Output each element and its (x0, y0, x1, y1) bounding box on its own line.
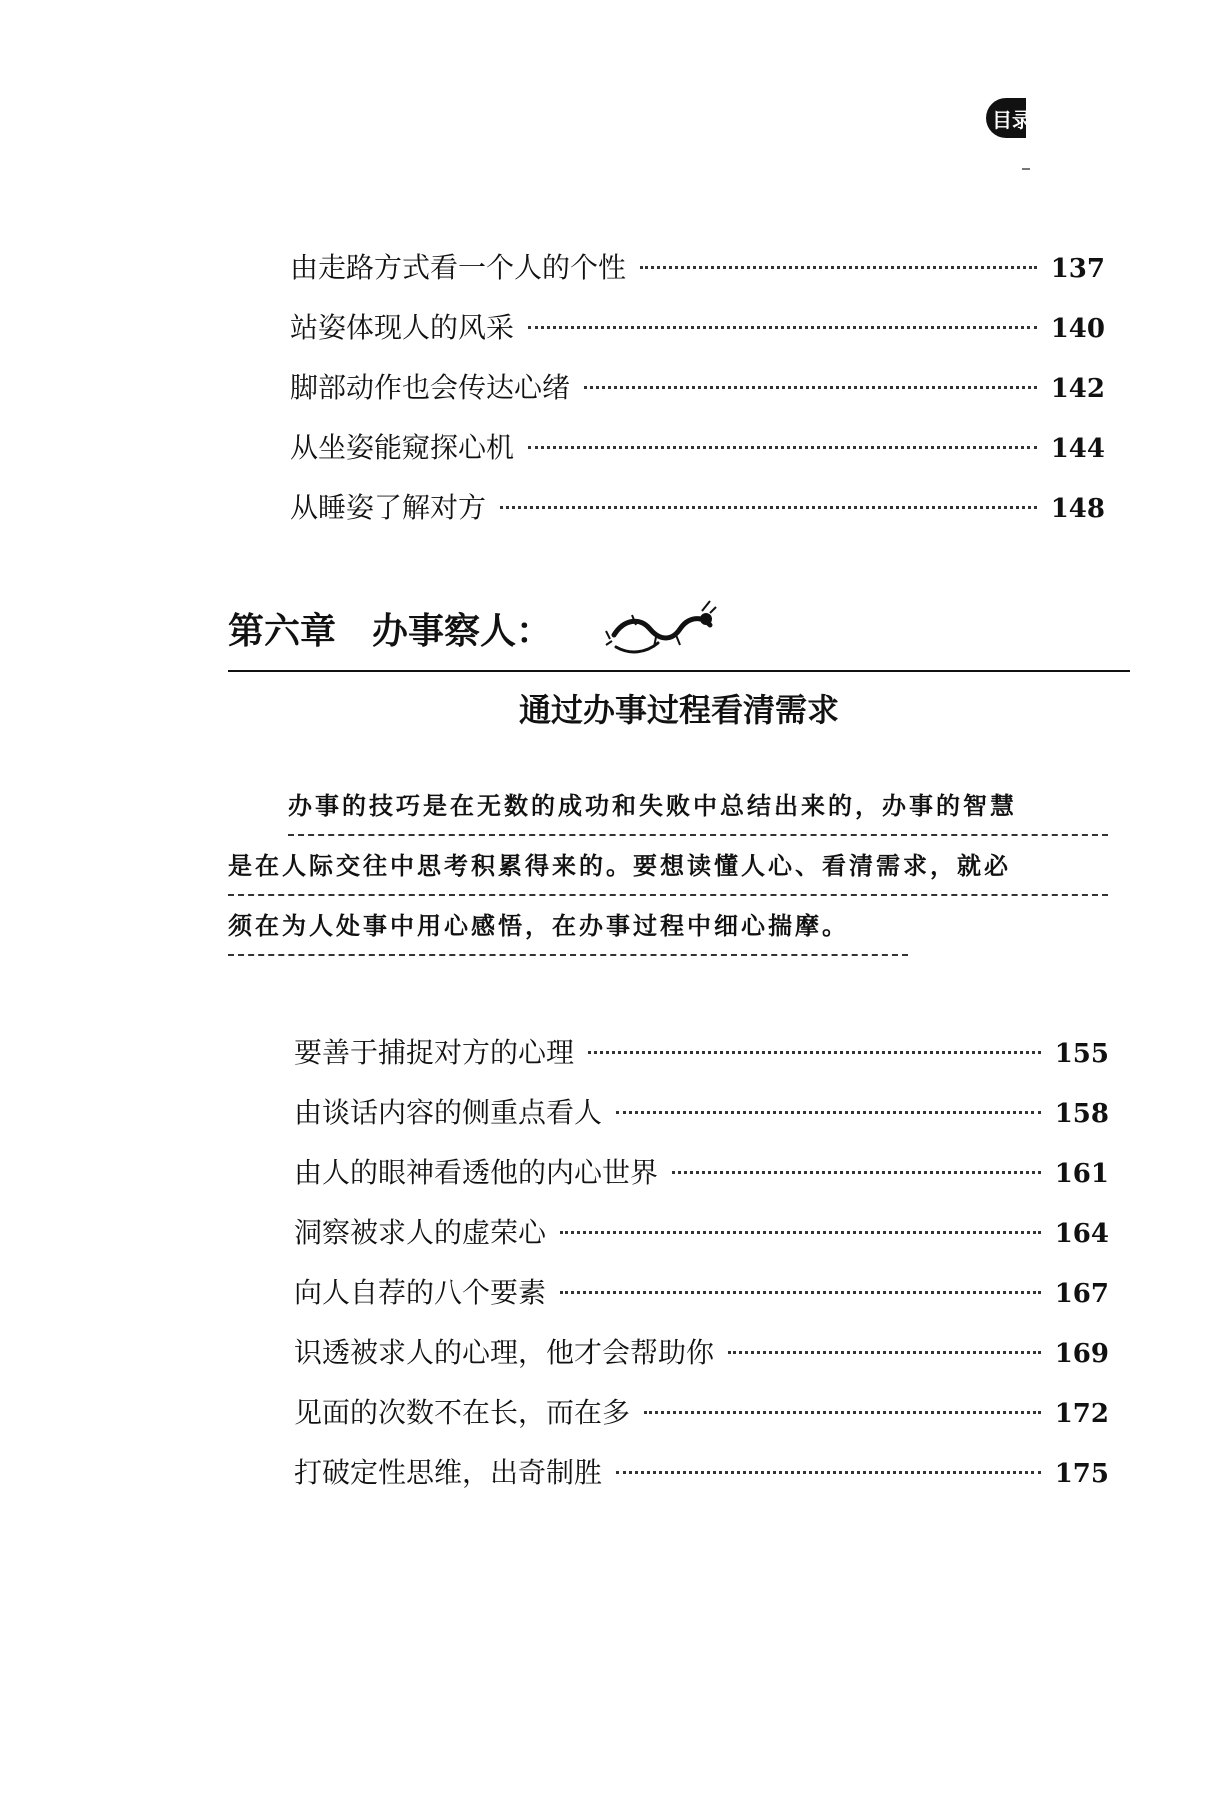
toc-entry[interactable] (294, 1143, 1109, 1203)
chapter-title: 办事察人： (372, 610, 553, 652)
toc-entry[interactable] (290, 238, 1105, 298)
toc-entry-title: 站姿体现人的风采 (290, 311, 515, 344)
toc-entry-title: 从睡姿了解对方 (290, 491, 487, 524)
toc-leader-dots (588, 1051, 1041, 1054)
toc-entry-page: 161 (1054, 1159, 1109, 1189)
toc-leader-dots (560, 1231, 1041, 1234)
toc-entry-title: 打破定性思维，出奇制胜 (294, 1456, 603, 1489)
toc-entry-page: 155 (1054, 1039, 1109, 1069)
toc-entry-title: 见面的次数不在长，而在多 (294, 1396, 631, 1429)
toc-leader-dots (584, 386, 1037, 389)
intro-line: 办事的技巧是在无数的成功和失败中总结出来的，办事的智慧 (228, 780, 1108, 840)
header-mark (1022, 168, 1030, 170)
toc-leader-dots (640, 266, 1037, 269)
section-tab (986, 98, 1032, 138)
toc-entry[interactable] (290, 298, 1105, 358)
toc-leader-dots (616, 1111, 1041, 1114)
toc-leader-dots (500, 506, 1037, 509)
toc-leader-dots (728, 1351, 1041, 1354)
toc-leader-dots (672, 1171, 1041, 1174)
toc-entry[interactable] (294, 1263, 1109, 1323)
toc-entry-page: 142 (1050, 374, 1105, 404)
intro-line: 是在人际交往中思考积累得来的。要想读懂人心、看清需求，就必 (228, 840, 1108, 900)
toc-entry-title: 由走路方式看一个人的个性 (290, 251, 627, 284)
toc-entry-title: 要善于捕捉对方的心理 (294, 1036, 575, 1069)
chapter-number: 第六章 (228, 610, 337, 652)
toc-leader-dots (528, 446, 1037, 449)
toc-entry-page: 175 (1054, 1459, 1109, 1489)
toc-entry-title: 由人的眼神看透他的内心世界 (294, 1156, 659, 1189)
chapter-heading (228, 598, 716, 658)
toc-entry-title: 由谈话内容的侧重点看人 (294, 1096, 603, 1129)
toc-entry[interactable] (294, 1023, 1109, 1083)
toc-list-part1 (290, 238, 1105, 538)
chapter-intro (228, 780, 1108, 960)
section-tab-label: 目录 (992, 107, 1032, 132)
toc-entry[interactable] (294, 1323, 1109, 1383)
toc-entry-page: 137 (1050, 254, 1105, 284)
toc-entry-page: 158 (1054, 1099, 1109, 1129)
toc-leader-dots (560, 1291, 1041, 1294)
toc-entry-page: 172 (1054, 1399, 1109, 1429)
chapter-divider (228, 670, 1130, 672)
chapter-subtitle: 通过办事过程看清需求 (518, 691, 839, 729)
toc-entry-title: 洞察被求人的虚荣心 (294, 1216, 547, 1249)
toc-entry-title: 向人自荐的八个要素 (294, 1276, 547, 1309)
toc-entry[interactable] (294, 1083, 1109, 1143)
toc-entry[interactable] (294, 1383, 1109, 1443)
toc-entry-title: 识透被求人的心理，他才会帮助你 (294, 1336, 715, 1369)
toc-entry-title: 从坐姿能窥探心机 (290, 431, 515, 464)
toc-entry-page: 164 (1054, 1219, 1109, 1249)
toc-entry-page: 169 (1054, 1339, 1109, 1369)
intro-line: 须在为人处事中用心感悟，在办事过程中细心揣摩。 (228, 900, 908, 960)
toc-entry-page: 167 (1054, 1279, 1109, 1309)
toc-list-part2 (294, 1023, 1109, 1503)
toc-entry[interactable] (290, 478, 1105, 538)
toc-leader-dots (644, 1411, 1041, 1414)
toc-leader-dots (616, 1471, 1041, 1474)
toc-entry[interactable] (290, 418, 1105, 478)
toc-leader-dots (528, 326, 1037, 329)
toc-entry[interactable] (294, 1443, 1109, 1503)
toc-entry[interactable] (290, 358, 1105, 418)
dragon-icon (606, 595, 716, 661)
toc-entry-page: 140 (1050, 314, 1105, 344)
toc-entry-title: 脚部动作也会传达心绪 (290, 371, 571, 404)
toc-entry-page: 148 (1050, 494, 1105, 524)
toc-entry[interactable] (294, 1203, 1109, 1263)
toc-entry-page: 144 (1050, 434, 1105, 464)
